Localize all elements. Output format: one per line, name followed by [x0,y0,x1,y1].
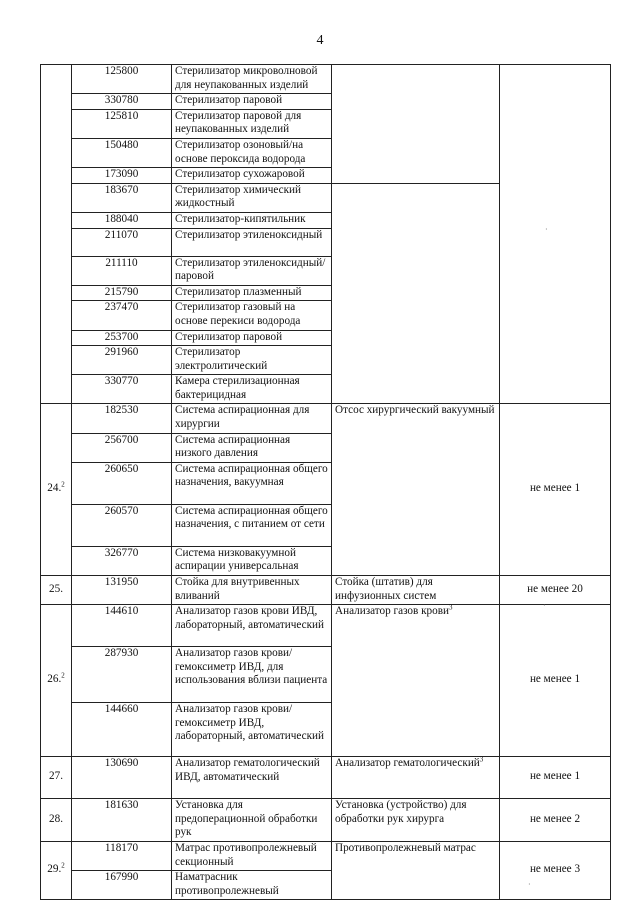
nomenclature-name: Система аспирационная для хирургии [172,404,332,433]
nomenclature-code: 130690 [72,757,172,799]
item-number-cell [41,799,72,842]
nomenclature-name: Стерилизатор этиленоксидный/паровой [172,256,332,285]
equipment-table-body [41,65,611,900]
nomenclature-name: Стерилизатор паровой [172,94,332,110]
item-number-cell [41,404,72,576]
equipment-name: Отсос хирургический вакуумный [335,404,495,417]
equipment-name: Стойка (штатив) для инфузионных систем [335,576,437,602]
nomenclature-code: 182530 [72,404,172,433]
scan-speck: · [543,601,546,610]
quantity-cell: не менее 20 [500,576,611,605]
nomenclature-name: Стерилизатор сухожаровой [172,168,332,184]
nomenclature-code: 144660 [72,703,172,757]
item-number-cell [41,576,72,605]
nomenclature-name: Стерилизатор микроволновой для неупакованных изделий [172,65,332,94]
quantity-cell: не менее 2 [500,799,611,842]
equipment-name-cell [332,605,500,757]
nomenclature-name: Стерилизатор паровой для неупакованных изделий [172,109,332,138]
nomenclature-code: 330770 [72,375,172,404]
equipment-name-cell [332,576,500,605]
equipment-name-footnote: 3 [449,603,453,612]
item-number-footnote: 2 [61,671,65,680]
equipment-name-cell [332,799,500,842]
equipment-name: Анализатор газов крови [335,605,449,618]
quantity-cell: не менее 1 [500,757,611,799]
nomenclature-code: 291960 [72,346,172,375]
table-row [41,576,611,605]
page-number: 4 [316,33,324,48]
nomenclature-name: Стерилизатор паровой [172,330,332,346]
nomenclature-name: Стерилизатор-кипятильник [172,212,332,228]
quantity-cell [500,65,611,404]
quantity-cell: не менее 1 [500,404,611,576]
nomenclature-code: 131950 [72,576,172,605]
nomenclature-name: Стерилизатор газовый на основе перекиси водорода [172,301,332,330]
nomenclature-name: Стерилизатор плазменный [172,285,332,301]
scan-speck: · [528,880,531,889]
equipment-table [40,64,611,900]
nomenclature-code: 150480 [72,138,172,167]
nomenclature-code: 144610 [72,605,172,647]
equipment-name-cell [332,183,500,404]
equipment-name: Установка (устройство) для обработки рук хирурга [335,799,467,825]
table-row [41,842,611,871]
item-number-footnote: 2 [61,861,65,870]
nomenclature-name: Наматрасник противопролежневый [172,871,332,900]
item-number-cell [41,65,72,404]
quantity-cell: не менее 3 [500,842,611,900]
nomenclature-code: 118170 [72,842,172,871]
nomenclature-name: Анализатор газов крови ИВД, лабораторный, автоматический [172,605,332,647]
nomenclature-code: 215790 [72,285,172,301]
equipment-name-cell [332,757,500,799]
nomenclature-code: 287930 [72,647,172,703]
equipment-name-cell [332,404,500,576]
nomenclature-name: Система аспирационная общего назначения, вакуумная [172,462,332,504]
item-number-cell [41,757,72,799]
nomenclature-name: Стерилизатор химический жидкостный [172,183,332,212]
nomenclature-code: 211070 [72,228,172,256]
table-row [41,799,611,842]
nomenclature-code: 181630 [72,799,172,842]
nomenclature-code: 188040 [72,212,172,228]
nomenclature-code: 253700 [72,330,172,346]
nomenclature-code: 260650 [72,462,172,504]
nomenclature-code: 167990 [72,871,172,900]
item-number: 24. [47,482,62,495]
nomenclature-name: Анализатор газов крови/гемоксиметр ИВД, для использования вблизи пациента [172,647,332,703]
nomenclature-code: 256700 [72,433,172,462]
nomenclature-code: 237470 [72,301,172,330]
equipment-name-cell [332,842,500,900]
item-number: 25. [49,582,63,595]
table-row [41,757,611,799]
item-number-cell [41,605,72,757]
item-number: 28. [49,812,63,825]
nomenclature-code: 260570 [72,504,172,546]
nomenclature-name: Матрас противопролежневый секционный [172,842,332,871]
item-number: 29. [47,863,62,876]
nomenclature-code: 125800 [72,65,172,94]
item-number-cell [41,842,72,900]
equipment-name: Анализатор гематологический [335,757,480,770]
nomenclature-name: Анализатор гематологический ИВД, автоматический [172,757,332,799]
table-row [41,605,611,647]
equipment-name: Противопролежневый матрас [335,842,476,854]
nomenclature-code: 125810 [72,109,172,138]
quantity-cell: не менее 1 [500,605,611,757]
nomenclature-code: 326770 [72,546,172,575]
nomenclature-name: Стерилизатор озоновый/на основе пероксида водорода [172,138,332,167]
equipment-name-cell [332,65,500,184]
nomenclature-name: Стерилизатор электролитический [172,346,332,375]
nomenclature-name: Система низковакуумной аспирации универсальная [172,546,332,575]
table-row [41,404,611,433]
nomenclature-name: Система аспирационная низкого давления [172,433,332,462]
item-number-footnote: 2 [61,480,65,489]
nomenclature-name: Установка для предоперационной обработки рук [172,799,332,842]
equipment-name-footnote: 3 [479,755,484,764]
scan-speck: · [545,225,548,234]
table-row [41,65,611,94]
nomenclature-name: Стерилизатор этиленоксидный [172,228,332,256]
nomenclature-code: 183670 [72,183,172,212]
nomenclature-code: 330780 [72,94,172,110]
nomenclature-code: 211110 [72,256,172,285]
item-number: 26. [47,673,62,686]
nomenclature-code: 173090 [72,168,172,184]
nomenclature-name: Стойка для внутривенных вливаний [172,576,332,605]
item-number: 27. [49,770,63,783]
nomenclature-name: Система аспирационная общего назначения, с питанием от сети [172,504,332,546]
nomenclature-name: Анализатор газов крови/гемоксиметр ИВД, лабораторный, автоматический [172,703,332,757]
nomenclature-name: Камера стерилизационная бактерицидная [172,375,332,404]
